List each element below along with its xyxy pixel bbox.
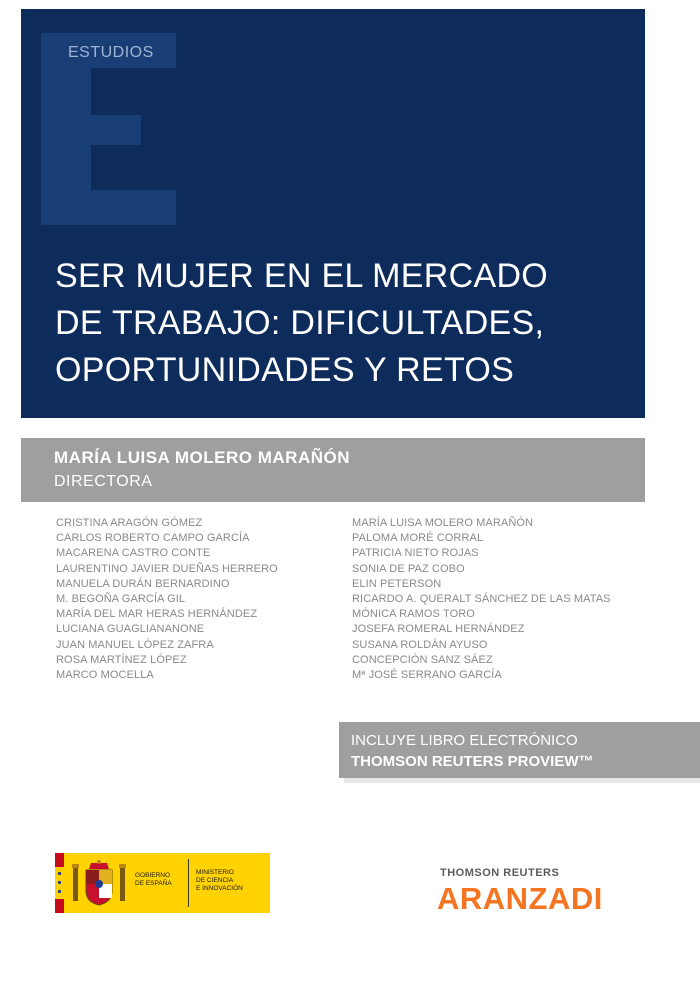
author-name: CARLOS ROBERTO CAMPO GARCÍA [56,532,250,545]
author-name: RICARDO A. QUERALT SÁNCHEZ DE LAS MATAS [352,593,611,606]
author-name: ELIN PETERSON [352,577,442,590]
author-name: MARÍA DEL MAR HERAS HERNÁNDEZ [56,608,258,621]
logo-divider [188,859,189,907]
author-name: SUSANA ROLDÁN AYUSO [352,638,488,651]
author-name: MANUELA DURÁN BERNARDINO [56,577,230,590]
ministry-text: MINISTERIO DE CIENCIA E INNOVACIÓN [196,869,243,892]
author-name: M. BEGOÑA GARCÍA GIL [56,593,186,606]
author-name: MARCO MOCELLA [56,669,154,682]
book-title [55,253,635,394]
author-name: SONIA DE PAZ COBO [352,562,465,575]
authors-list-left [56,516,278,683]
book-title-line-1: SER MUJER EN EL MERCADO [55,257,549,295]
book-title-line-2: DE TRABAJO: DIFICULTADES, [55,304,545,342]
author-name: LAURENTINO JAVIER DUEÑAS HERRERO [56,562,278,575]
publisher-imprint-logo: ARANZADI [437,881,603,916]
authors-list-right [352,516,611,683]
author-name: ROSA MARTÍNEZ LÓPEZ [56,653,187,666]
ebook-banner [339,722,700,778]
director-role: DIRECTORA [54,473,153,490]
title-panel [21,9,645,418]
spain-eu-flag-icon [55,853,64,913]
ebook-banner-line-1: INCLUYE LIBRO ELECTRÓNICO [351,732,578,749]
author-name: PATRICIA NIETO ROJAS [352,547,479,560]
government-ministry-logo [55,853,270,913]
series-label: ESTUDIOS [68,44,154,61]
author-name: MACARENA CASTRO CONTE [56,547,211,560]
coat-of-arms-icon [69,859,129,907]
author-name: JUAN MANUEL LÓPEZ ZAFRA [56,638,214,651]
publisher-group: THOMSON REUTERS [440,867,560,879]
author-name: CONCEPCIÓN SANZ SÁEZ [352,653,493,666]
author-name: JOSEFA ROMERAL HERNÁNDEZ [352,623,525,636]
author-name: LUCIANA GUAGLIANANONE [56,623,205,636]
author-name: CRISTINA ARAGÓN GÓMEZ [56,517,203,529]
gov-text: GOBIERNO DE ESPAÑA [135,872,172,887]
author-name: MÓNICA RAMOS TORO [352,608,475,621]
author-name: MARÍA LUISA MOLERO MARAÑÓN [352,517,534,529]
director-name: MARÍA LUISA MOLERO MARAÑÓN [54,448,350,467]
author-name: Mª JOSÉ SERRANO GARCÍA [352,669,502,682]
director-band [21,438,645,502]
ebook-banner-line-2: THOMSON REUTERS PROVIEW™ [351,753,594,770]
book-title-line-3: OPORTUNIDADES Y RETOS [55,351,515,389]
author-name: PALOMA MORÉ CORRAL [352,532,484,545]
